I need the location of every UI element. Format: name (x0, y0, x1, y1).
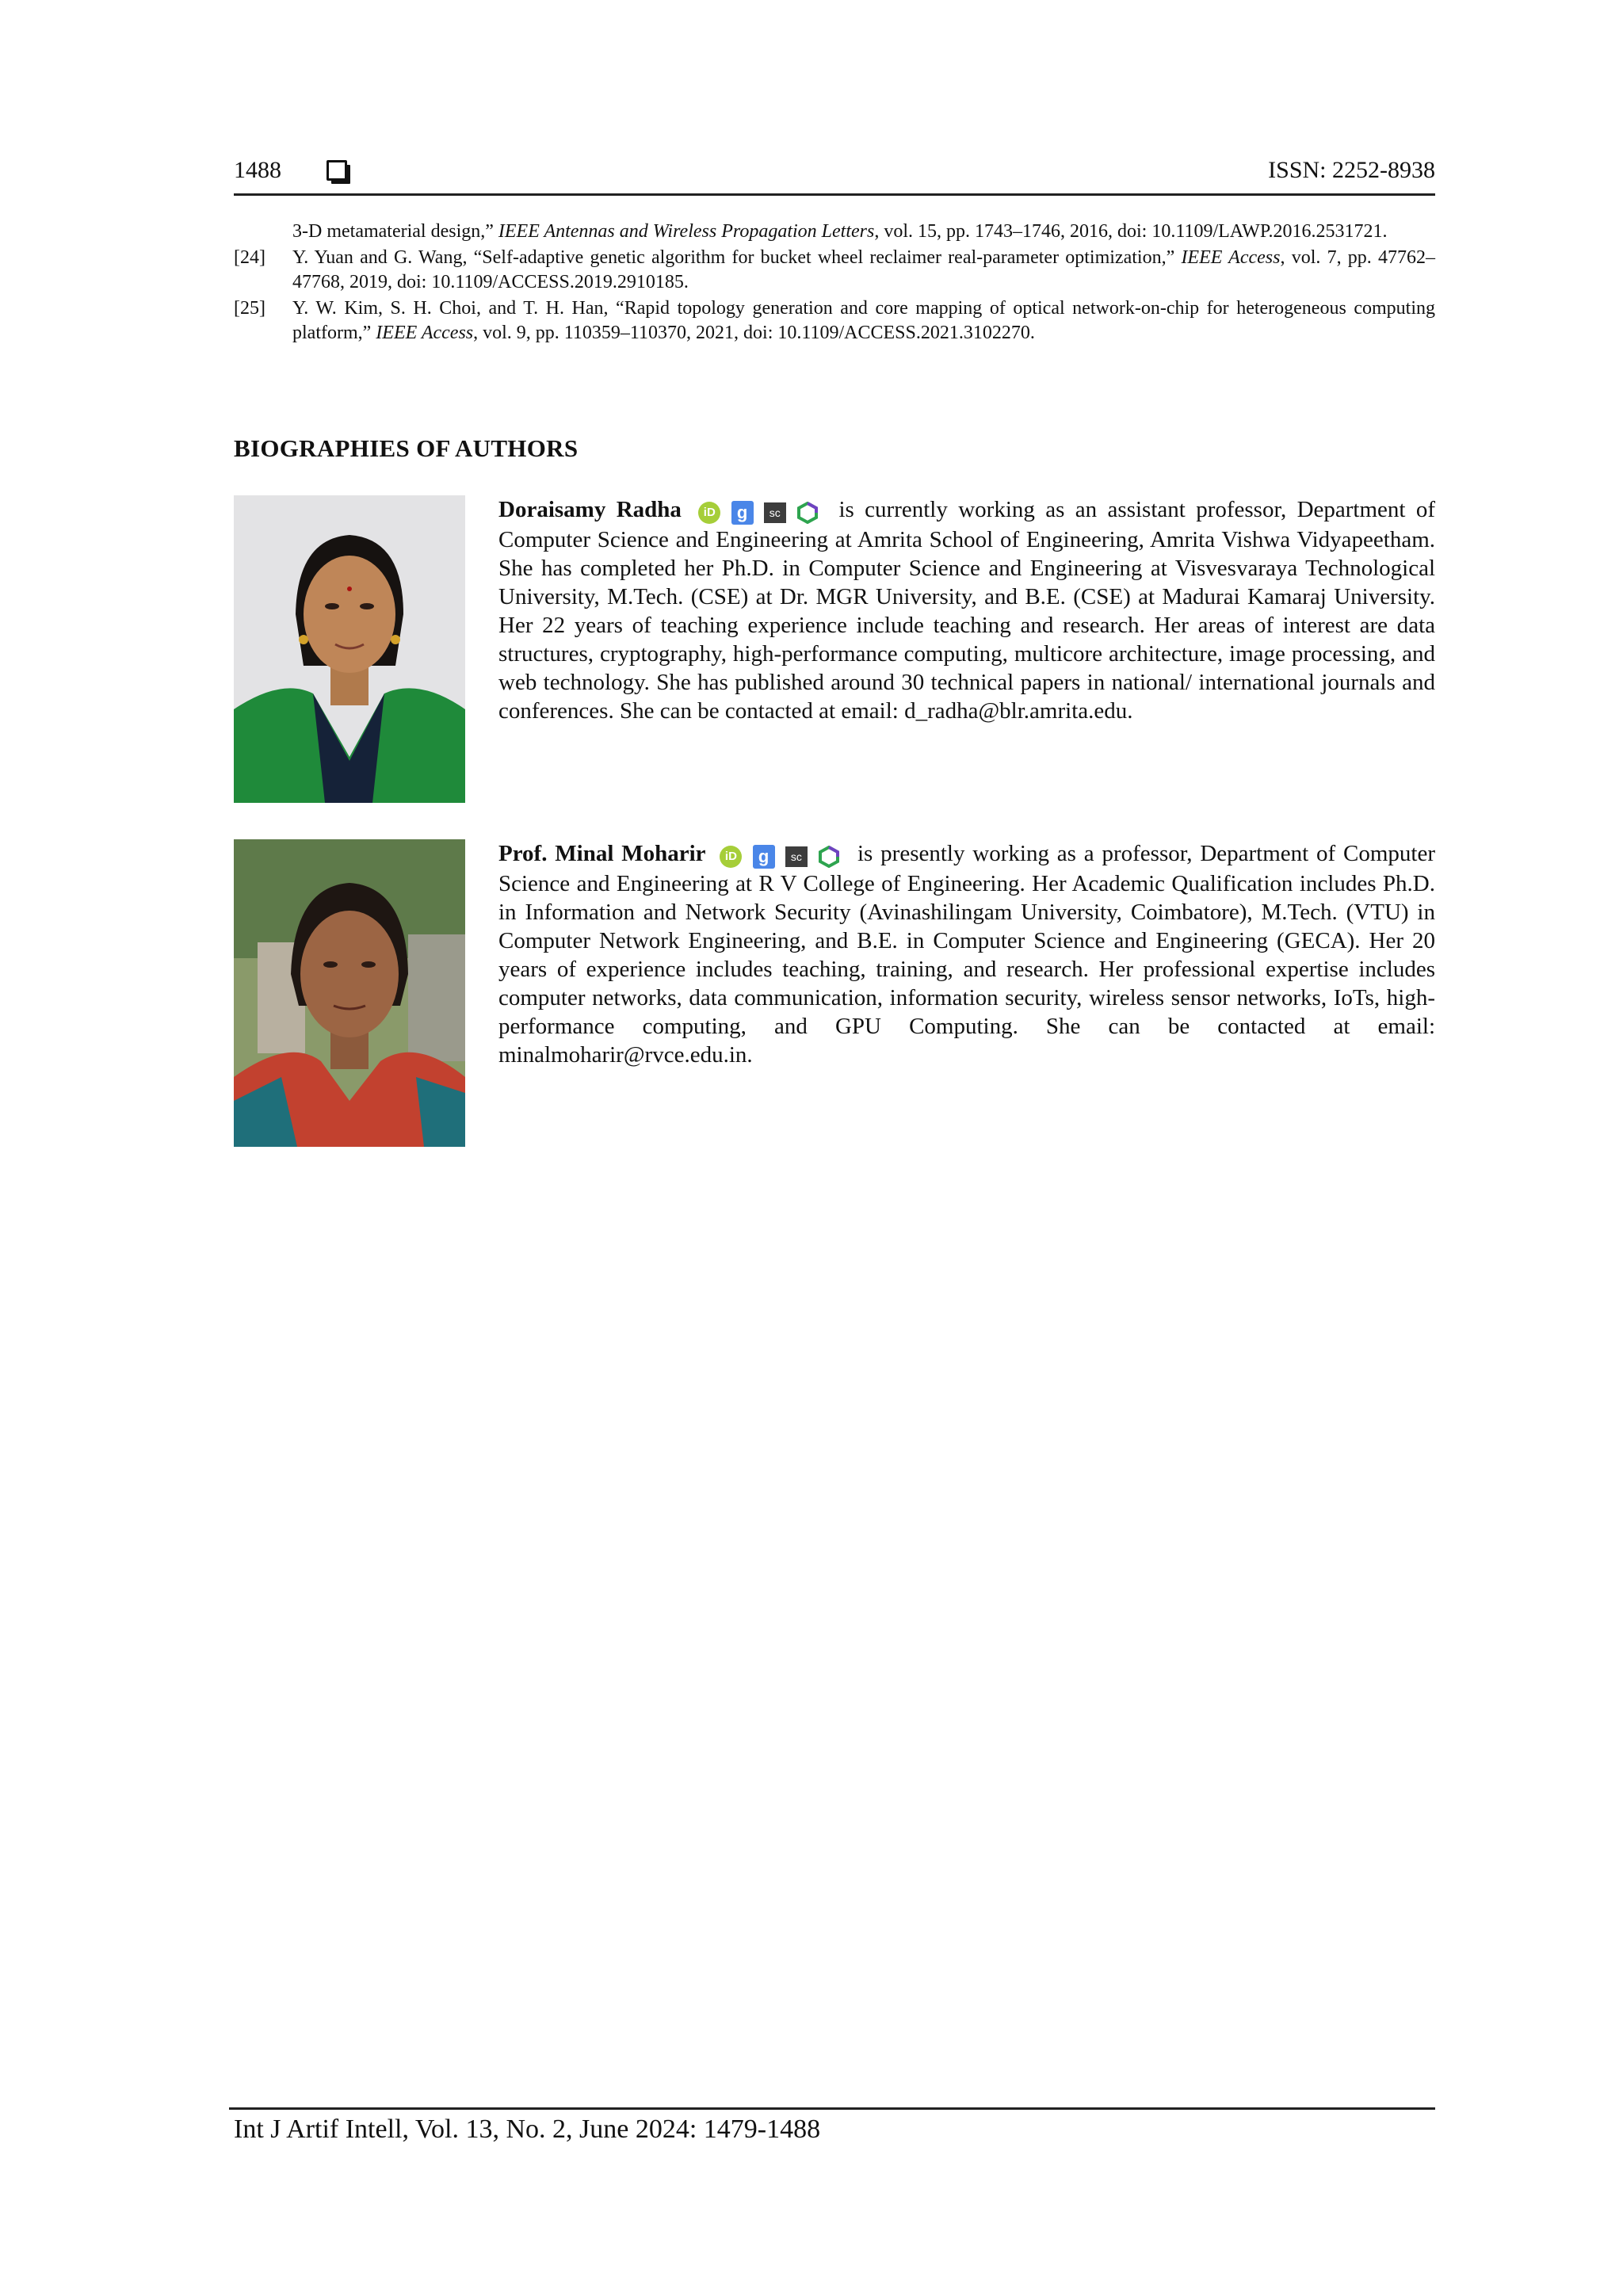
author-name: Doraisamy Radha (498, 497, 682, 522)
reference-text: Y. Yuan and G. Wang, “Self-adaptive genetic algorithm for bucket wheel reclaimer real-parameter optimization,” (292, 247, 1182, 268)
page-number: 1488 (234, 157, 281, 183)
reference-text: 3-D metamaterial design,” (292, 221, 498, 242)
author-bio-body: is currently working as an assistant professor, Department of Computer Science and Engineering at Amrita School of Engineering, Amrita Vishwa Vidyapeetham. She has completed her Ph.D. in Computer Science and Engineering at Visvesvaraya Technological University, M.Tech. (CSE) at Dr. MGR University, and B.E. (CSE) at Madurai Kamaraj University. Her 22 years of teaching experience include teaching and research. Her areas of interest are data structures, cryptography, high-performance computing, multicore architecture, image processing, and web technology. She has published around 30 technical papers in national/ international journals and conferences. She can be contacted at email: d_radha@blr.amrita.edu. (498, 497, 1436, 724)
reference-details: , vol. 7, pp. 47762–47768, 2019, doi: 10.1109/ACCESS.2019.2910185. (292, 247, 1435, 292)
reference-list (234, 220, 1435, 347)
reference-item (234, 296, 1435, 346)
orcid-icon[interactable]: iD (698, 502, 720, 524)
reference-venue: IEEE Access (1181, 247, 1281, 268)
footer-rule (229, 2107, 1435, 2110)
running-header (234, 155, 1435, 196)
journal-footer: Int J Artif Intell, Vol. 13, No. 2, June 2024: 1479-1488 (234, 2115, 821, 2144)
scopus-icon[interactable]: sc (764, 502, 786, 523)
google-scholar-icon[interactable]: g (731, 501, 754, 525)
author-photo (234, 839, 465, 1147)
section-heading: BIOGRAPHIES OF AUTHORS (234, 434, 579, 462)
author-bio-text (498, 495, 1435, 725)
author-photo (234, 495, 465, 803)
publons-icon[interactable] (818, 846, 840, 868)
reference-number: [25] (234, 298, 265, 319)
reference-details: , vol. 15, pp. 1743–1746, 2016, doi: 10.1109/LAWP.2016.2531721. (874, 221, 1388, 242)
reference-venue: IEEE Access (376, 323, 474, 343)
reference-details: , vol. 9, pp. 110359–110370, 2021, doi: 10.1109/ACCESS.2021.3102270. (473, 323, 1035, 343)
author-bio-text (498, 839, 1435, 1069)
reference-text: Y. W. Kim, S. H. Choi, and T. H. Han, “Rapid topology generation and core mapping of optical network-on-chip for heterogeneous computing platform,” (292, 298, 1435, 343)
google-scholar-icon[interactable]: g (753, 845, 775, 869)
reference-number: [24] (234, 247, 265, 268)
reference-item (234, 246, 1435, 295)
header-box-icon (327, 160, 347, 181)
author-bio-body: is presently working as a professor, Department of Computer Science and Engineering at R V College of Engineering. Her Academic Qualification includes Ph.D. in Information and Network Security (Avinashilingam University, Coimbatore), M.Tech. (VTU) in Computer Network Engineering, and B.E. in Computer Science and Engineering (GECA). Her 20 years of experience includes teaching, training, and research. Her professional expertise includes computer networks, data communication, information security, wireless sensor networks, IoTs, high-performance computing, and GPU Computing. She can be contacted at email: minalmoharir@rvce.edu.in. (498, 841, 1436, 1068)
profile-links (720, 841, 845, 869)
publons-icon[interactable] (796, 502, 819, 524)
issn: ISSN: 2252-8938 (1268, 157, 1435, 183)
profile-links (698, 497, 823, 525)
orcid-icon[interactable]: iD (720, 846, 742, 868)
reference-item (234, 220, 1435, 244)
reference-venue: IEEE Antennas and Wireless Propagation Letters (498, 221, 875, 242)
author-name: Prof. Minal Moharir (498, 841, 706, 866)
scopus-icon[interactable]: sc (785, 846, 808, 867)
